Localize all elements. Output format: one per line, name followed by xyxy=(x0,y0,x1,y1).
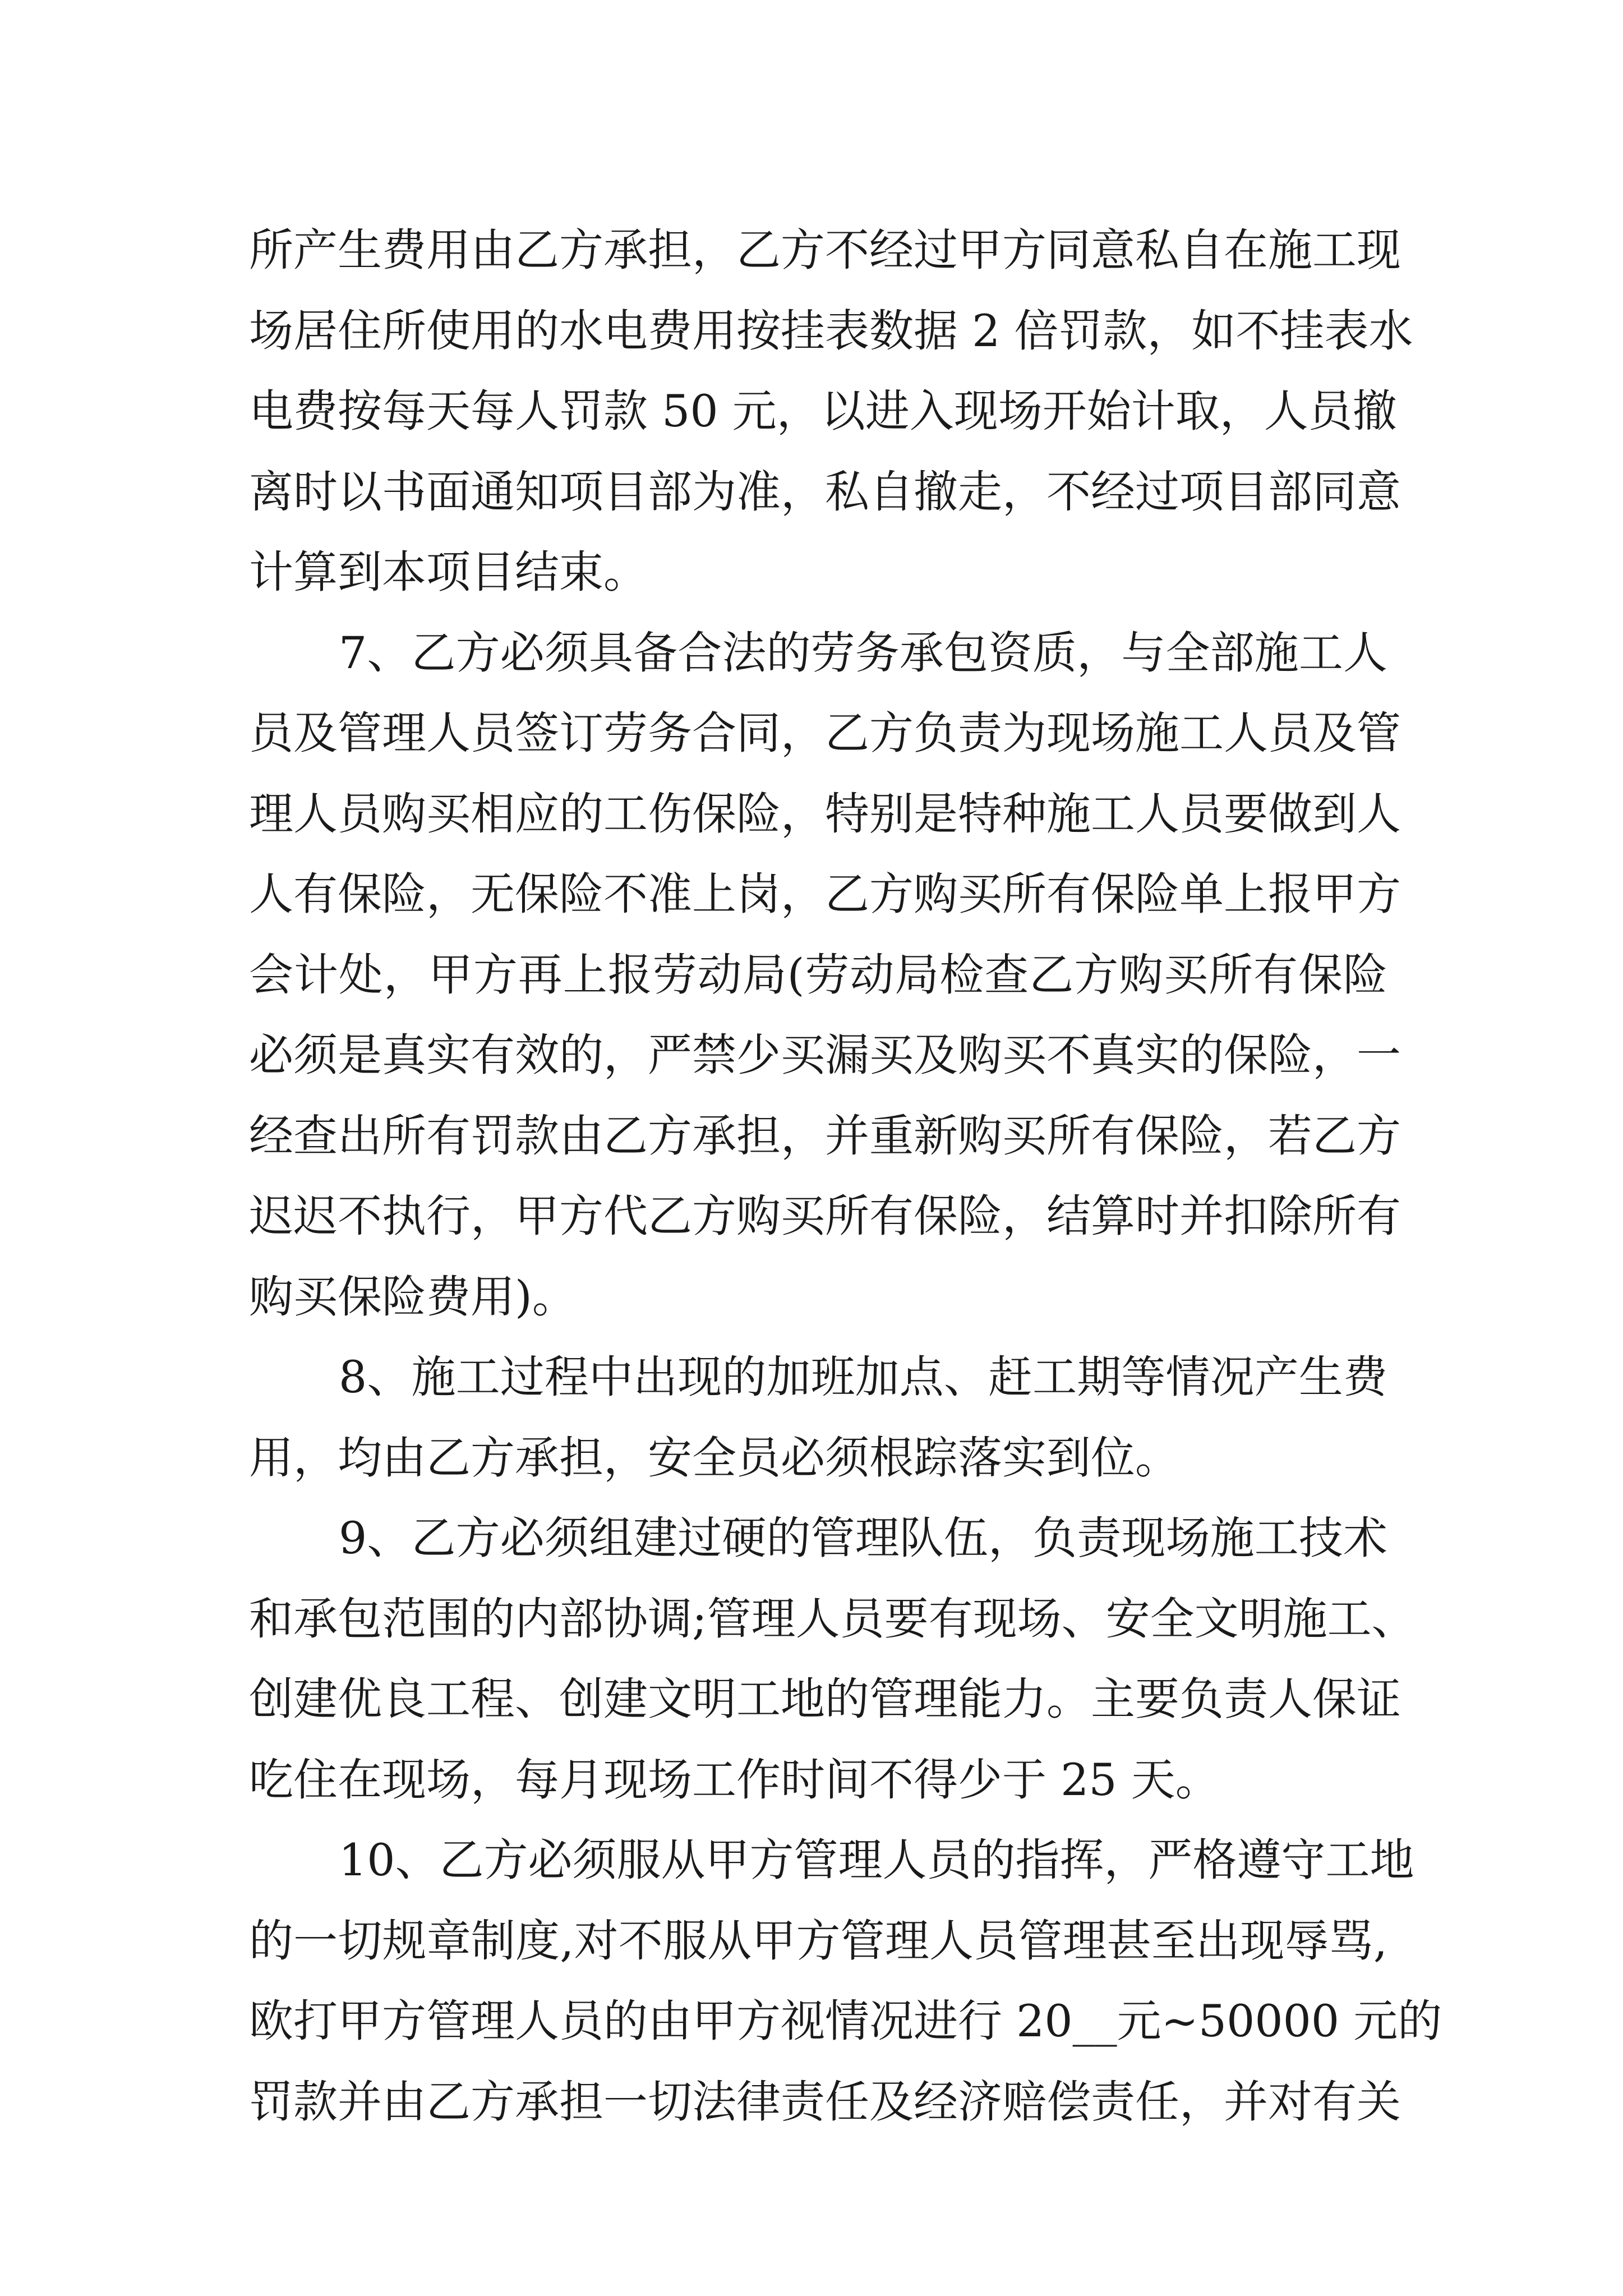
paragraph-10-first-line: 10、乙方必须服从甲方管理人员的指挥，严格遵守工地 xyxy=(339,1834,1414,1886)
text-line: 欧打甲方管理人员的由甲方视情况进行 20__元~50000 元的 xyxy=(249,1995,1442,2047)
text-line: 迟迟不执行，甲方代乙方购买所有保险，结算时并扣除所有 xyxy=(249,1190,1401,1242)
text-line: 计算到本项目结束。 xyxy=(249,546,648,598)
text-line: 的一切规章制度,对不服从甲方管理人员管理甚至出现辱骂, xyxy=(249,1915,1387,1967)
text-line: 吃住在现场，每月现场工作时间不得少于 25 天。 xyxy=(249,1754,1220,1806)
paragraph-7-first-line: 7、乙方必须具备合法的劳务承包资质，与全部施工人 xyxy=(339,627,1387,679)
text-line: 创建优良工程、创建文明工地的管理能力。主要负责人保证 xyxy=(249,1673,1401,1725)
text-line: 场居住所使用的水电费用按挂表数据 2 倍罚款，如不挂表水 xyxy=(249,305,1413,357)
text-line: 经查出所有罚款由乙方承担，并重新购买所有保险，若乙方 xyxy=(249,1110,1401,1162)
text-line: 人有保险，无保险不准上岗，乙方购买所有保险单上报甲方 xyxy=(249,868,1401,920)
text-line: 电费按每天每人罚款 50 元，以进入现场开始计取，人员撤 xyxy=(249,385,1397,437)
text-line: 必须是真实有效的，严禁少买漏买及购买不真实的保险，一 xyxy=(249,1029,1401,1081)
text-line: 理人员购买相应的工伤保险，特别是特种施工人员要做到人 xyxy=(249,788,1401,840)
text-line: 离时以书面通知项目部为准，私自撤走，不经过项目部同意 xyxy=(249,466,1401,518)
text-line: 用，均由乙方承担，安全员必须根踪落实到位。 xyxy=(249,1432,1179,1484)
text-line: 购买保险费用)。 xyxy=(249,1271,577,1323)
text-line: 所产生费用由乙方承担，乙方不经过甲方同意私自在施工现 xyxy=(249,224,1401,276)
text-line: 会计处，甲方再上报劳动局(劳动局检查乙方购买所有保险 xyxy=(249,949,1387,1001)
text-line: 和承包范围的内部协调;管理人员要有现场、安全文明施工、 xyxy=(249,1593,1416,1645)
paragraph-8-first-line: 8、施工过程中出现的加班加点、赶工期等情况产生费 xyxy=(339,1351,1387,1403)
document-body xyxy=(249,210,1442,2142)
paragraph-9-first-line: 9、乙方必须组建过硬的管理队伍，负责现场施工技术 xyxy=(339,1512,1387,1564)
text-line: 员及管理人员签订劳务合同，乙方负责为现场施工人员及管 xyxy=(249,707,1401,759)
text-line: 罚款并由乙方承担一切法律责任及经济赔偿责任，并对有关 xyxy=(249,2076,1401,2128)
